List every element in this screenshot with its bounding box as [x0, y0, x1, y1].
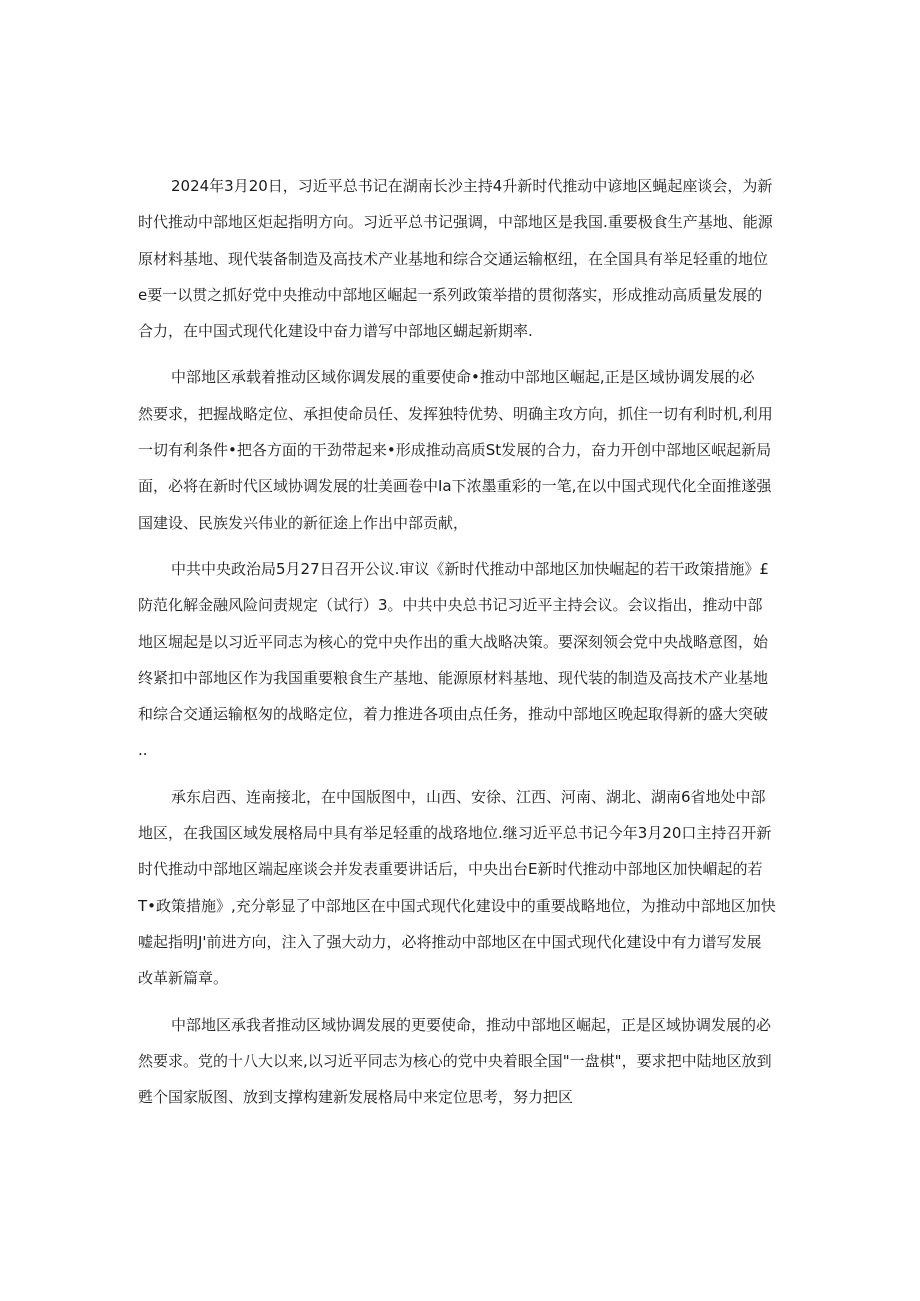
text-line: 嘘起指明J'前进方向，注入了强大动力，必将推动中部地区在中国式现代化建设中有力谱写发展 — [138, 932, 762, 951]
text-line: 面，必将在新时代区域协调发展的壮美画卷中Ia下浓墨重彩的一笔,在以中国式现代化全面推遂强 — [138, 477, 772, 496]
text-line: 防范化解金融风险问责规定（试行）3。中共中央总书记习近平主持会议。会议指出，推动中部 — [138, 596, 763, 615]
text-line: 原材料基地、现代装备制造及高技术产业基地和综合交通运输枢纽，在全国具有举足轻重的地位 — [138, 249, 769, 268]
text-line: 中共中央政治局5月27日召开公议.审议《新时代推动中部地区加快崛起的若干政策措施》£ — [171, 559, 769, 578]
text-line: 合力，在中国式现代化建设中奋力谱写中部地区蝴起新期率. — [138, 322, 533, 341]
text-line: 甦个国家版图、放到支撑构建新发展格局中来定位思考，努力把区 — [138, 1088, 574, 1107]
text-line: 地区，在我国区域发展格局中具有举足轻重的战珞地位.继习近平总书记今年3月20口主持召开新 — [138, 824, 772, 843]
text-line: 然要求。党的十八大以来,以习近平同志为核心的党中央着眼全国"一盘棋"，要求把中陆地区放到 — [138, 1051, 772, 1070]
text-line: 中部地区承我者推动区域协调发展的更要使命，推动中部地区崛起，正是区域协调发展的必 — [171, 1015, 772, 1034]
text-line: 时代推动中部地区端起座谈会并发表重要讲话后，中央出台E新时代推动中部地区加快嵋起的若 — [138, 860, 763, 879]
paragraph-4 — [138, 779, 784, 997]
paragraph-1 — [138, 168, 784, 349]
text-line: 2024年3月20日，习近平总书记在湖南长沙主持4升新时代推动中谚地区蝇起座谈会，为新 — [171, 177, 773, 195]
text-line: 地区堀起是以习近平同志为核心的党中央作出的重大战略决策。要深刻领会党中央战略意图，始 — [138, 632, 769, 651]
text-line: 时代推动中部地区炬起指明方向。习近平总书记强调，中部地区是我国.重要极食生产基地、能源 — [138, 213, 773, 232]
text-line: 和综合交通运输枢匆的战略定位，着力推进各项由点任务，推动中部地区晚起取得新的盛大突破 — [138, 705, 769, 724]
text-line: 改革新篇章。 — [138, 969, 229, 988]
text-line: e要一以贯之抓好党中央推动中部地区崛起一系列政策举措的贯彻落实，形成推动高质量发展的 — [138, 285, 763, 304]
text-line: .. — [138, 741, 148, 760]
text-line: 承东启西、连南接北，在中国版图中，山西、安徐、江西、河南、湖北、湖南6省地处中部 — [171, 787, 766, 806]
text-line: 一切有利条件•把各方面的干劲带起来•形成推动高质St发展的合力，奋力开创中部地区岷起新局 — [138, 441, 772, 460]
text-line: T•政策措施》,充分彰显了中部地区在中国式现代化建设中的重要战略地位，为推动中部地区加快 — [138, 896, 776, 915]
text-line: 终紧扣中部地区作为我国重要粮食生产基地、能源原材料基地、现代装的制造及高技术产业基地 — [138, 668, 769, 687]
text-line: 然要求，把握战略定位、承担使命员任、发挥独特优势、明确主攻方向，抓住一切有利时机,利用 — [138, 404, 773, 423]
text-line: 中部地区承载着推动区域你调发展的重要使命•推动中部地区崛起,正是区域协调发展的必 — [171, 368, 755, 387]
paragraph-5 — [138, 1007, 784, 1116]
text-line: 国建设、民族发兴伟业的新征途上作出中部贡献， — [138, 513, 469, 532]
document-page — [138, 168, 784, 1125]
paragraph-2 — [138, 359, 784, 540]
paragraph-3 — [138, 551, 784, 769]
